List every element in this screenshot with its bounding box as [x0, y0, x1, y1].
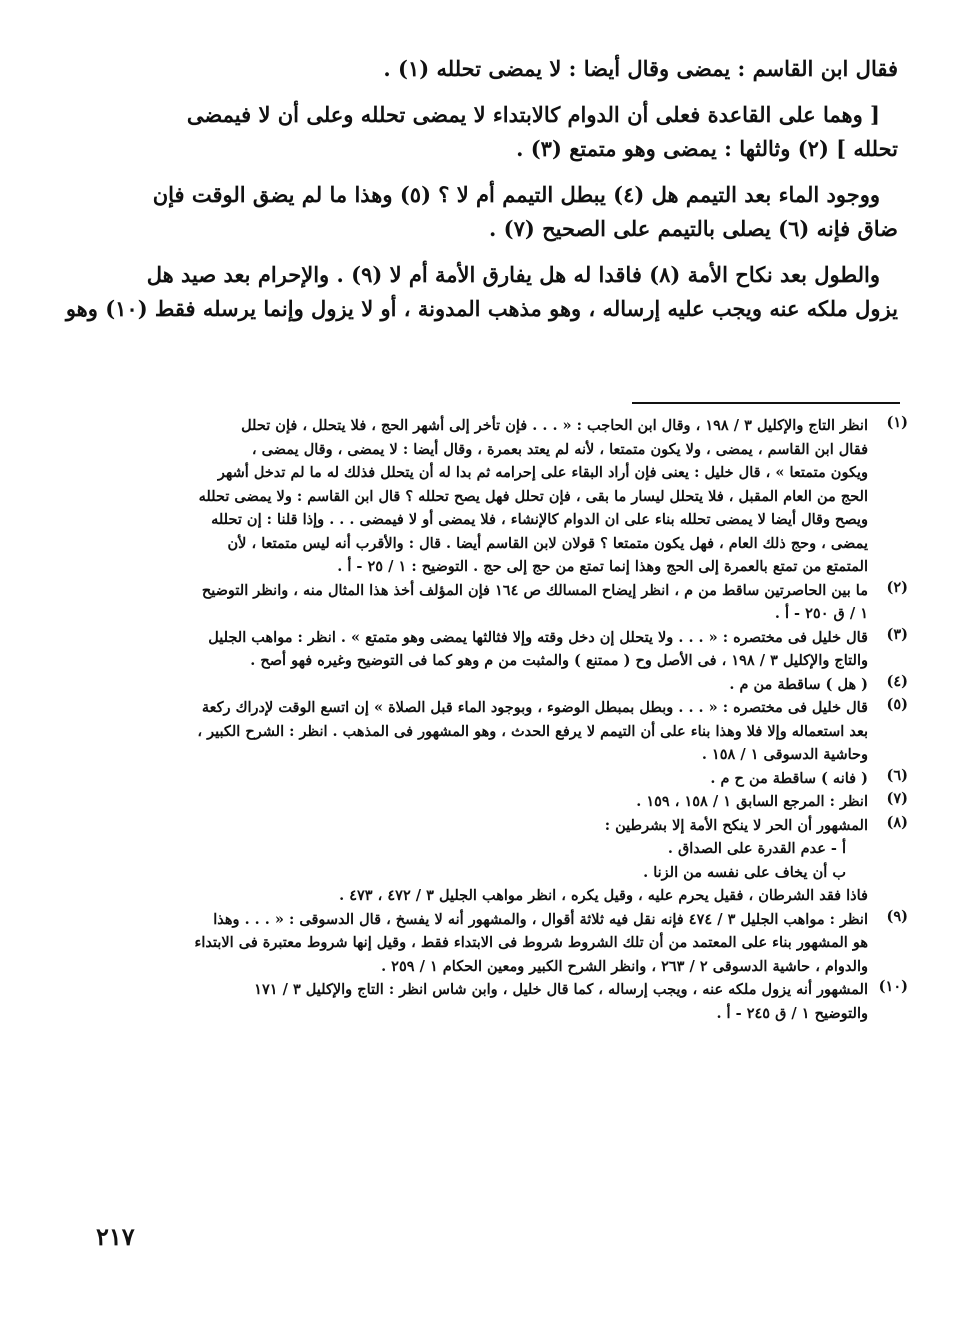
footnote-line: ١ / ق ٢٥٠ - أ .: [774, 605, 868, 622]
main-text-line: يزول ملكه عنه ويجب عليه إرساله ، وهو مذهب المدونة ، أو لا يزول وإنما يرسله فقط (١٠) وهو: [65, 296, 898, 321]
footnote-line: المشهور أنه يزول ملكه عنه ، ويجب إرساله ، كما قال خليل ، وابن شاس انظر : التاج والإكليل ٣ / ١٧١: [254, 981, 868, 998]
footnote-line: يمضى ، وحج ذلك العام ، فهل يكون متمتعا ؟ قولان لابن القاسم أيضا . قال : والأقرب أنه ليس متمتعا ، لأن: [227, 534, 868, 552]
footnote-2: [110, 579, 908, 626]
footnote-9: [110, 908, 908, 979]
footnote-line: انظر التاج والإكليل ٣ / ١٩٨ ، وقال ابن الحاجب : « . . . فإن تأخر إلى أشهر الحج ، فلا يتحلل ، فإن تحلل: [241, 417, 868, 434]
footnote-5: [110, 696, 908, 767]
footnote-7: [110, 790, 908, 814]
footnote-4: [110, 673, 908, 697]
footnote-10: [110, 978, 908, 1025]
footnote-separator: [632, 402, 900, 404]
main-text-line: [ وهما على القاعدة فعلى أن الدوام كالابتداء لا يمضى تحلله وعلى أن لا فيمضى: [186, 102, 880, 127]
main-text-line: ضاق فإنه (٦) يصلى بالتيمم على الصحيح (٧) .: [489, 216, 898, 241]
footnote-line: بعد استعماله وإلا فلا وهذا بناء على أن التيمم لا يرفع الحدث ، وهو المشهور فى المذهب . انظر : الشرح الكبير ،: [197, 722, 868, 740]
footnote-line: ( فانه ) ساقطة من ح م .: [710, 769, 868, 787]
footnote-line: وحاشية الدسوقى ١ / ١٥٨ .: [701, 746, 868, 763]
page-number: ٢١٧: [96, 1222, 135, 1251]
footnote-number: (٢): [886, 578, 908, 596]
footnote-line: المتمتع من تمتع بالعمرة إلى الحج وهذا إنما تمتع من حج إلى حج . التوضيح : ١ / ٢٥ - أ .: [337, 558, 868, 575]
footnote-number: (٧): [886, 790, 908, 807]
footnote-line: ويكون متمتعا » ، قال خليل : يعنى فإن أراد البقاء على إحرامه ثم بدا له أن يتحلل فذلك له ما لم تدخل أشهر: [217, 464, 868, 481]
footnote-6: [110, 767, 908, 791]
footnote-line: انظر : مواهب الجليل ٣ / ٤٧٤ فإنه نقل فيه ثلاثة أقوال ، والمشهور أنه لا يفسخ ، قال الدسوقى : « . . . وهذا: [213, 910, 868, 928]
footnote-number: (٥): [886, 696, 908, 713]
footnote-1: [110, 414, 908, 579]
main-text-line: تحلله ] (٢) وثالثها : يمضى وهو متمتع (٣) .: [516, 136, 898, 161]
footnote-line: قال خليل فى مختصره : « . . . ولا يتحلل إن دخل وقته وإلا فثالثها يمضى وهو متمتع » . انظر : مواهب الجليل: [208, 628, 868, 646]
footnote-line: ما بين الحاصرتين ساقط من م ، انظر إيضاح المسالك ص ١٦٤ فإن المؤلف أخذ هذا المثال منه ، وانظر التوضيح: [201, 581, 868, 599]
footnote-line: انظر : المرجع السابق ١ / ١٥٨ ، ١٥٩ .: [636, 793, 868, 810]
footnote-line: فقال ابن القاسم ، يمضى ، ولا يكون متمتعا ، لأنه لم يعتد بعمرة ، وقال أيضا : لا يمضى ، وقال يمضى ،: [251, 440, 868, 458]
footnote-subline: فاذا فقد الشرطان ، فقيل يحرم عليه ، وقيل يكره ، انظر مواهب الجليل ٣ / ٤٧٢ ، ٤٧٣ .: [339, 887, 868, 904]
footnote-number: (٦): [886, 766, 908, 784]
footnote-line: والتاج والإكليل ٣ / ١٩٨ ، فى الأصل وح ( ممتنع ) والمثبت من م وهو كما فى التوضيح وغيره فهو أصح .: [250, 652, 868, 669]
main-text-line: ووجود الماء بعد التيمم هل (٤) يبطل التيمم أم لا ؟ (٥) وهذا ما لم يضق الوقت فإن: [152, 182, 880, 207]
footnote-line: ويصح وقال أيضا لا يمضى تحلله بناء على ان الدوام كالإنشاء ، فلا يمضى أو لا فيمضى . . . وإذا قلنا : إن تحلله: [211, 511, 868, 528]
footnote-line: والدوام ، حاشية الدسوقى ٢ / ٢٦٣ ، وانظر الشرح الكبير ومعين الحكام ١ / ٢٥٩ .: [381, 957, 868, 975]
footnote-subline: أ - عدم القدرة على الصداق .: [667, 840, 846, 857]
main-text-line: فقال ابن القاسم : يمضى وقال أيضا : لا يمضى تحلله (١) .: [383, 56, 898, 81]
footnote-number: (٤): [886, 672, 908, 690]
footnote-line: الحج من العام المقبل ، فلا يتحلل ليسار ما بقى ، فإن تحلل فهل يصح تحلله ؟ قال ابن القاسم : ولا يمضى تحلله: [198, 487, 868, 505]
footnote-number: (١٠): [878, 978, 908, 995]
footnote-number: (٨): [886, 813, 908, 831]
footnote-line: قال خليل فى مختصره : « . . . وبطل بمبطل الوضوء ، وبوجود الماء قبل الصلاة » إن اتسع الوقت لإدراك ركعة: [201, 699, 868, 716]
footnotes: [110, 414, 908, 1025]
footnote-line: المشهور أن الحر لا ينكح الأمة إلا بشرطين :: [604, 816, 868, 834]
footnote-number: (٩): [886, 907, 908, 925]
footnote-line: هو المشهور بناء على المعتمد من أن تلك الشروط شروط فى الابتداء فقط ، وقيل إنها شروط معتبرة فى الابتداء: [194, 934, 868, 951]
footnote-3: [110, 626, 908, 673]
footnote-8: [110, 814, 908, 908]
footnote-number: (١): [886, 414, 908, 431]
main-text-line: والطول بعد نكاح الأمة (٨) فاقدا له هل يفارق الأمة أم لا (٩) . والإحرام بعد صيد هل: [146, 262, 880, 287]
footnote-line: ( هل ) ساقطة من م .: [729, 675, 868, 693]
footnote-line: والتوضيح ١ / ق ٢٤٥ - أ .: [716, 1004, 868, 1022]
footnote-subline: ب أن يخاف على نفسه من الزنا .: [643, 863, 846, 881]
main-text-block: [65, 52, 898, 326]
footnote-number: (٣): [886, 625, 908, 643]
